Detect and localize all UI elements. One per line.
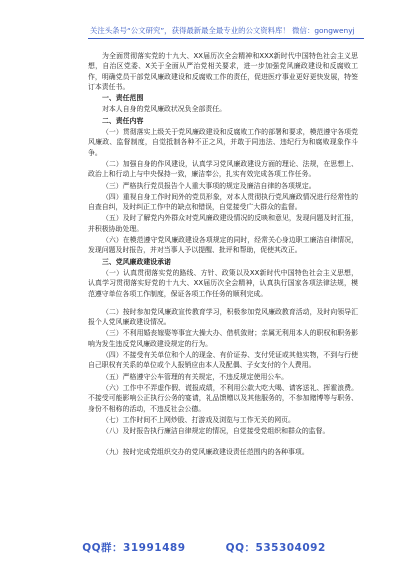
header-rule [88,38,364,39]
commitment-item: （四）不接受有关单位和个人的现金、有价证券、支付凭证或其他实物，不到与行使自己职权有关系的单位或个人报销应由本人及配偶、子女支付的个人费用。 [88,351,358,370]
responsibility-item: （四）重视自身工作时间外的党员形象，对本人贯彻执行党风廉政情况进行经常性的自查自纠，及时纠正工作中的缺点和错误，自觉接受广大群众的监督。 [88,192,358,212]
commitment-item: （二）按时参加党风廉政宣传教育学习，积极参加党风廉政教育活动，及时向领导汇报个人党风廉政建设情况。 [88,307,358,327]
commitment-item: （六）工作中不弄虚作假、谎报成绩，不利用公款大吃大喝、请客送礼、挥霍浪费。不接受可能影响公正执行公务的宴请，礼品馈赠以及其他服务的，不参加赌博等与职务、身份不相称的活动，不违反社会公德。 [88,383,358,413]
qq-group-number: QQ群：31991489 [82,542,186,554]
commitment-item: （五）严格遵守公车管理的有关规定，不违反规定使用公车。 [102,372,289,381]
responsibility-item: （二）加强自身的作风建设，认真学习党风廉政建设方面的理论、法规，在思想上、政治上和行动上与中央保持一致，廉洁奉公，扎实有效完成各项工作任务。 [88,159,358,179]
section-1-heading: 一、责任范围 [102,94,144,103]
qq-number: QQ：535304092 [225,542,326,554]
commitment-item: （一）认真贯彻落实党的路线、方针、政策以及XX新时代中国特色社会主义思想，认真学习贯彻落实好党的十九大、XX届历次全会精神，认真执行国家各项法律法规，模范遵守单位各项工作制度，保证各项工作任务的顺利完成。 [88,268,358,298]
footer-contacts [0,540,408,555]
responsibility-item: （五）及时了解党内外群众对党风廉政建设情况的反映和意见，发现问题及时汇报，并积极协助处理。 [88,214,358,233]
responsibility-item: （一）贯彻落实上级关于党风廉政建设和反腐败工作的部署和要求，模范遵守各项党风廉政、监督制度，自觉抵制各种不正之风，并敢于同违法、违纪行为和腐败现象作斗争。 [88,128,358,157]
section-1-text: 对本人自身的党风廉政状况负全部责任。 [102,105,227,114]
section-3-heading: 三、党风廉政建设承诺 [102,257,171,266]
intro-paragraph: 为全面贯彻落实党的十九大、XX届历次全会精神和XXX新时代中国特色社会主义思想，自治区党委、X关于全面从严治党相关要求，进一步加强党风廉政建设和反腐败工作，明确党员干部党风廉政建设和反腐败工作的责任，促进医疗事业更好更快发展，特签订本责任书。 [88,52,358,91]
responsibility-item: （六）在模范遵守党风廉政建设各项规定的同时，经常关心身边职工廉洁自律情况，发现问题及时报告，并对当事人予以提醒、批评和帮助，促使其改正。 [88,236,358,255]
section-2-heading: 二、责任内容 [102,116,144,125]
commitment-item: （八）及时报告执行廉洁自律规定的情况，自觉接受党组织和群众的监督。 [102,427,330,436]
header-banner: 关注头条号“公文研究”，获得最新最全最专业的公文资料库！ 微信：gongwenyj [90,26,355,35]
responsibility-item: （三）严格执行党员报告个人重大事项的规定及廉洁自律的各项规定。 [102,181,316,190]
commitment-item: （九）按时完成党组织交办的党风廉政建设责任范围内的各种事项。 [102,448,309,457]
commitment-item: （三）不利用婚丧嫁娶等事宜大操大办、借机敛财；亲属无利用本人的职权和职务影响为发生违反党风廉政建设规定的行为。 [88,329,358,348]
commitment-item: （七）工作时间不上网炒股、打游戏及浏览与工作无关的网页。 [102,415,295,424]
document-body [88,51,358,459]
